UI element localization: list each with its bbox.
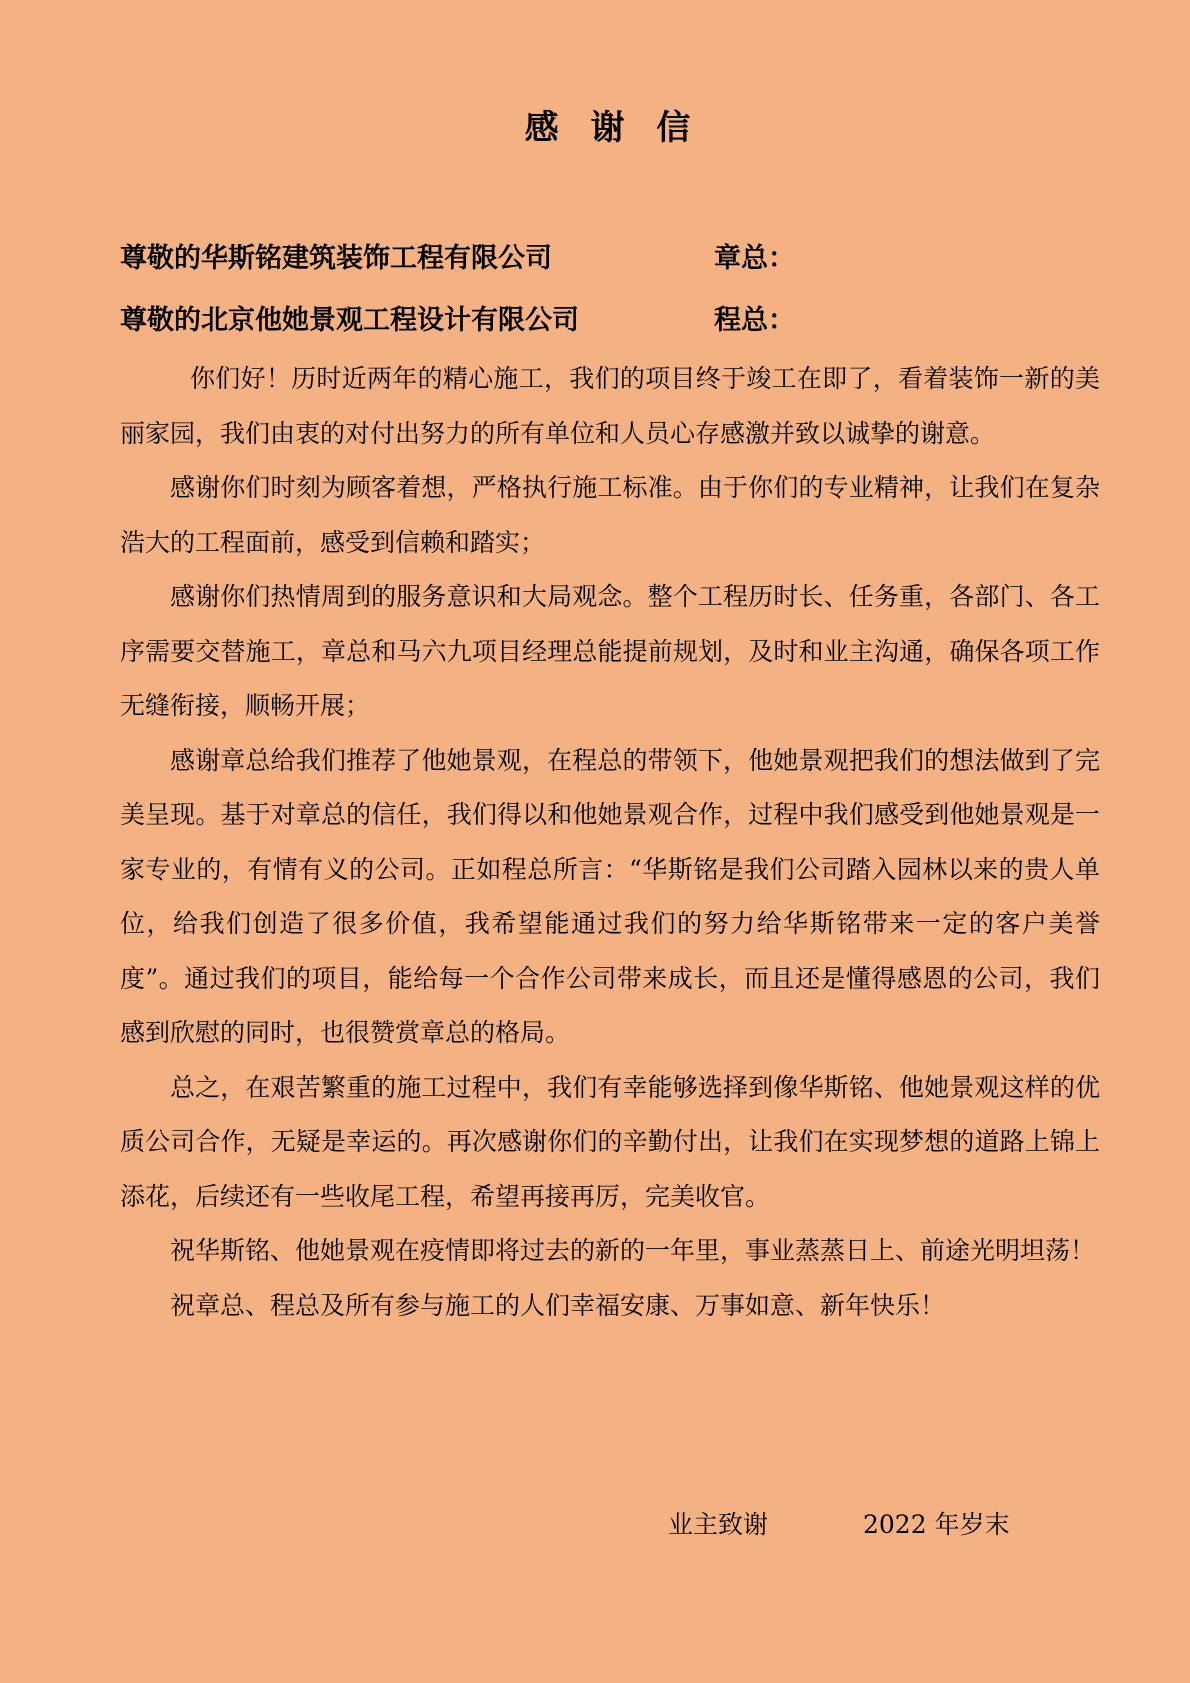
body-paragraph: 祝华斯铭、他她景观在疫情即将过去的新的一年里，事业蒸蒸日上、前途光明坦荡！ xyxy=(170,1236,1096,1265)
body-paragraph: 总之，在艰苦繁重的施工过程中，我们有幸能够选择到像华斯铭、他她景观这样的优质公司合作，无疑是幸运的。再次感谢你们的辛勤付出，让我们在实现梦想的道路上锦上添花，后续还有一些收尾工程，希望再接再厉，完美收官。 xyxy=(120,1072,1100,1211)
body-paragraph: 你们好！历时近两年的精心施工，我们的项目终于竣工在即了，看着装饰一新的美丽家园，我们由衷的对付出努力的所有单位和人员心存感激并致以诚挚的谢意。 xyxy=(120,364,1100,448)
signature-block xyxy=(668,1500,1010,1550)
letter-body xyxy=(120,352,1100,1333)
body-paragraph: 感谢章总给我们推荐了他她景观，在程总的带领下，他她景观把我们的想法做到了完美呈现。基于对章总的信任，我们得以和他她景观合作，过程中我们感受到他她景观是一家专业的，有情有义的公司。正如程总所言：“华斯铭是我们公司踏入园林以来的贵人单位，给我们创造了很多价值，我希望能通过我们的努力给华斯铭带来一定的客户美誉度”。通过我们的项目，能给每一个合作公司带来成长，而且还是懂得感恩的公司，我们感到欣慰的同时，也很赞赏章总的格局。 xyxy=(120,745,1100,1047)
salutation-line xyxy=(120,229,795,289)
salutation-person: 章总： xyxy=(714,243,795,274)
letter-title: 感 谢 信 xyxy=(524,108,701,148)
salutation-person: 程总： xyxy=(714,305,795,336)
signature-date: 2022 年岁末 xyxy=(863,1510,1010,1539)
salutation-line xyxy=(120,291,795,351)
body-paragraph: 祝章总、程总及所有参与施工的人们幸福安康、万事如意、新年快乐！ xyxy=(170,1290,946,1320)
body-paragraph: 感谢你们热情周到的服务意识和大局观念。整个工程历时长、任务重，各部门、各工序需要交替施工，章总和马六九项目经理总能提前规划，及时和业主沟通，确保各项工作无缝衔接，顺畅开展； xyxy=(120,582,1100,720)
salutation-organization: 尊敬的华斯铭建筑装饰工程有限公司 xyxy=(120,243,552,274)
body-paragraph: 感谢你们时刻为顾客着想，严格执行施工标准。由于你们的专业精神，让我们在复杂浩大的工程面前，感受到信赖和踏实； xyxy=(120,473,1100,557)
salutation-organization: 尊敬的北京他她景观工程设计有限公司 xyxy=(120,305,579,336)
signature-sender: 业主致谢 xyxy=(668,1510,769,1539)
